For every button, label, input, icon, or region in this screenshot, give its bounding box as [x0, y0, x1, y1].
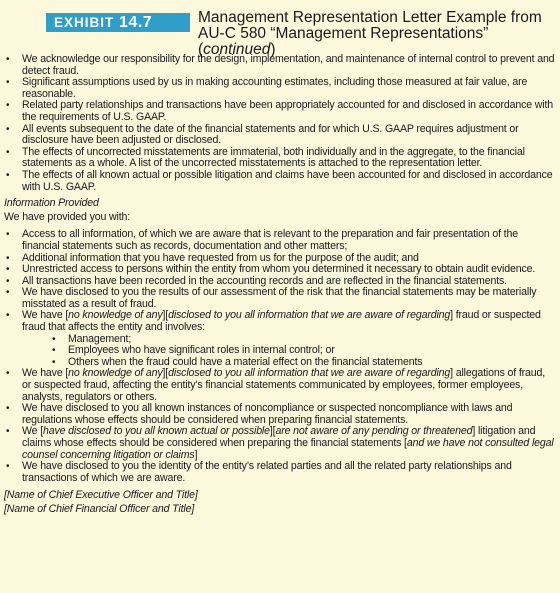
letter-content	[4, 54, 556, 516]
text-segment: no knowledge of any	[68, 367, 163, 380]
exhibit-title	[198, 10, 558, 58]
list-item: • All events subsequent to the date of the financial statements and for which U.S. GAAP requires adjustment or disclosure have been adjusted or disclosed.	[4, 124, 556, 147]
sub-bullets	[52, 334, 556, 369]
bullets-information	[4, 229, 556, 484]
sub-list-item: • Others when the fraud could have a material effect on the financial statements	[52, 357, 556, 369]
list-item-allegations	[4, 368, 556, 403]
text-segment: ]	[194, 448, 198, 461]
list-item: • Related party relationships and transactions have been appropriately accounted for and disclosed in accordance with the requirements of U.S. GAAP.	[4, 100, 556, 123]
list-item: • We acknowledge our responsibility for the design, implementation, and maintenance of internal control to prevent and detect fraud.	[4, 54, 556, 77]
list-item: • Significant assumptions used by us in making accounting estimates, including those measured at fair value, are reasonable.	[4, 77, 556, 100]
exhibit-number: 14.7	[119, 14, 153, 31]
text-segment: ][	[269, 425, 276, 438]
list-item: • Access to all information, of which we are aware that is relevant to the preparation and fair presentation of the financial statements such as records, documentation and other matters;	[4, 229, 556, 252]
text-segment: ][	[162, 367, 169, 380]
text-segment: We have [	[22, 367, 69, 380]
list-item: • The effects of all known actual or possible litigation and claims have been accounted for and disclosed in accordance with U.S. GAAP.	[4, 170, 556, 193]
list-item: • We have disclosed to you the results of our assessment of the risk that the financial statements may be materially misstated as a result of fraud.	[4, 287, 556, 310]
text-segment: ][	[162, 309, 169, 322]
text-segment: ] allegations of fraud, or suspected fraud, affecting the entity’s financial statements communicated by employees, former employees, analysts, regulators or others.	[22, 367, 546, 403]
list-item-fraud	[4, 310, 556, 368]
list-item: • Unrestricted access to persons within the entity from whom you determined it necessary to obtain audit evidence.	[4, 264, 556, 276]
text-segment: ] fraud or suspected fraud that affects the entity and involves:	[22, 309, 541, 334]
list-item: • The effects of uncorrected misstatements are immaterial, both individually and in the aggregate, to the financial statements as a whole. A list of the uncorrected misstatements is attached to the representation letter.	[4, 147, 556, 170]
intro-text: We have provided you with:	[4, 210, 131, 223]
list-item: • We have disclosed to you the identity of the entity’s related parties and all the related party relationships and transactions of which we are aware.	[4, 461, 556, 484]
text-segment: have disclosed to you all known actual or possible	[43, 425, 270, 438]
title-line-1: Management Representation Letter Example from	[198, 9, 542, 26]
bullets-top	[4, 54, 556, 193]
exhibit-label	[46, 13, 190, 32]
text-segment: We have [	[22, 309, 69, 322]
title-continued: continued	[203, 41, 271, 58]
text-segment: We [	[22, 425, 43, 438]
section-label: Information Provided	[4, 197, 99, 210]
signature-ceo: [Name of Chief Executive Officer and Title]	[4, 489, 198, 502]
list-item: • All transactions have been recorded in the accounting records and are reflected in the financial statements.	[4, 276, 556, 288]
exhibit-word: EXHIBIT	[54, 15, 115, 30]
text-segment: no knowledge of any	[68, 309, 163, 322]
text-segment: disclosed to you all information that we are aware of regarding	[168, 367, 451, 380]
sub-list-item: • Employees who have significant roles in internal control; or	[52, 345, 556, 357]
text-segment: and we have not consulted legal counsel concerning litigation or claims	[22, 437, 554, 461]
sub-list-item: • Management;	[52, 334, 556, 346]
text-segment: disclosed to you all information that we are aware of regarding	[168, 309, 451, 322]
text-segment: are not aware of any pending or threatened	[275, 425, 473, 438]
list-item: • Additional information that you have requested from us for the purpose of the audit; and	[4, 253, 556, 265]
list-item: • We have disclosed to you all known instances of noncompliance or suspected noncompliance with laws and regulations whose effects should be considered when preparing financial statements.	[4, 403, 556, 426]
signature-cfo: [Name of Chief Financial Officer and Title]	[4, 502, 195, 515]
title-line-2-prefix: AU-C 580 “Management Representations” (	[198, 25, 489, 58]
title-line-2-suffix: )	[270, 41, 276, 58]
text-segment: ] litigation and claims whose effects should be considered when preparing the financial statements [	[22, 425, 536, 449]
list-item-litigation	[4, 426, 556, 461]
